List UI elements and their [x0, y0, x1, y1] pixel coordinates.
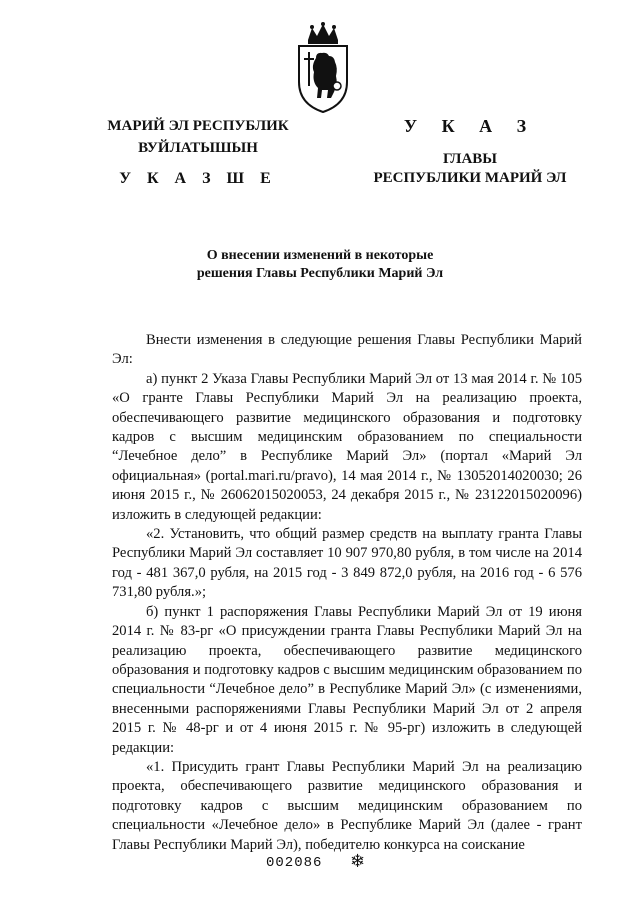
header-right-line1: У К А З — [403, 116, 537, 136]
coat-of-arms-icon — [294, 22, 352, 114]
paragraph-quote-2: «2. Установить, что общий размер средств на выплату гранта Главы Республики Марий Эл составляет 10 907 970,80 рубля, в том числе на 2014 год - 481 367,0 рубля, на 2015 год - 3 849 872,0 рубля, на 2016 год - 6 576 731,80 рубля.»; — [112, 526, 582, 601]
title-line2: решения Главы Республики Марий Эл — [196, 266, 444, 281]
header-left-line3: У К А З Ш Е — [119, 170, 277, 187]
header-right-line3: РЕСПУБЛИКИ МАРИЙ ЭЛ — [373, 170, 567, 186]
document-serial-number: 002086 — [266, 855, 323, 871]
header-left-line2: ВУЙЛАТЫШЫН — [138, 140, 258, 156]
header-left-line1: МАРИЙ ЭЛ РЕСПУБЛИК — [107, 118, 289, 134]
snowflake-icon: ❄ — [350, 851, 366, 871]
paragraph-a: а) пункт 2 Указа Главы Республики Марий Эл от 13 мая 2014 г. № 105 «О гранте Главы Республики Марий Эл на реализацию проекта, обеспечивающего развитие медицинского образования и подготовку кадров с высшим медицинским образованием по специальности “Лечебное дело” в Республике Марий Эл» (портал «Марий Эл официальная» (portal.mari.ru/pravo), 14 мая 2014 г., № 13052014020030; 26 июня 2015 г., № 26062015020053, 24 декабря 2015 г., № 23122015020096) изложить в следующей редакции: — [112, 370, 582, 523]
document-title — [120, 247, 520, 283]
document-body — [112, 331, 582, 855]
paragraph-intro: Внести изменения в следующие решения Главы Республики Марий Эл: — [112, 332, 582, 368]
paragraph-b: б) пункт 1 распоряжения Главы Республики Марий Эл от 19 июня 2014 г. № 83-рг «О присуждении гранта Главы Республики Марий Эл на реализацию проекта, обеспечивающего развитие медицинского образования и подготовку кадров с высшим медицинским образованием по специальности “Лечебное дело” в Республике Марий Эл» (с изменениями, внесенными распоряжениями Главы Республики Марий Эл от 2 апреля 2015 г. № 48-рг и от 4 июня 2015 г. № 95-рг) изложить в следующей редакции: — [112, 603, 582, 756]
header-right-line2: ГЛАВЫ — [442, 151, 498, 167]
title-line1: О внесении изменений в некоторые — [206, 248, 434, 263]
paragraph-quote-1: «1. Присудить грант Главы Республики Марий Эл на реализацию проекта, обеспечивающего развитие медицинского образования и подготовку кадров с высшим медицинским образованием по специальности «Лечебное дело» в Республике Марий Эл (далее - грант Главы Республики Марий Эл), победителю конкурса на соискание — [112, 758, 582, 853]
